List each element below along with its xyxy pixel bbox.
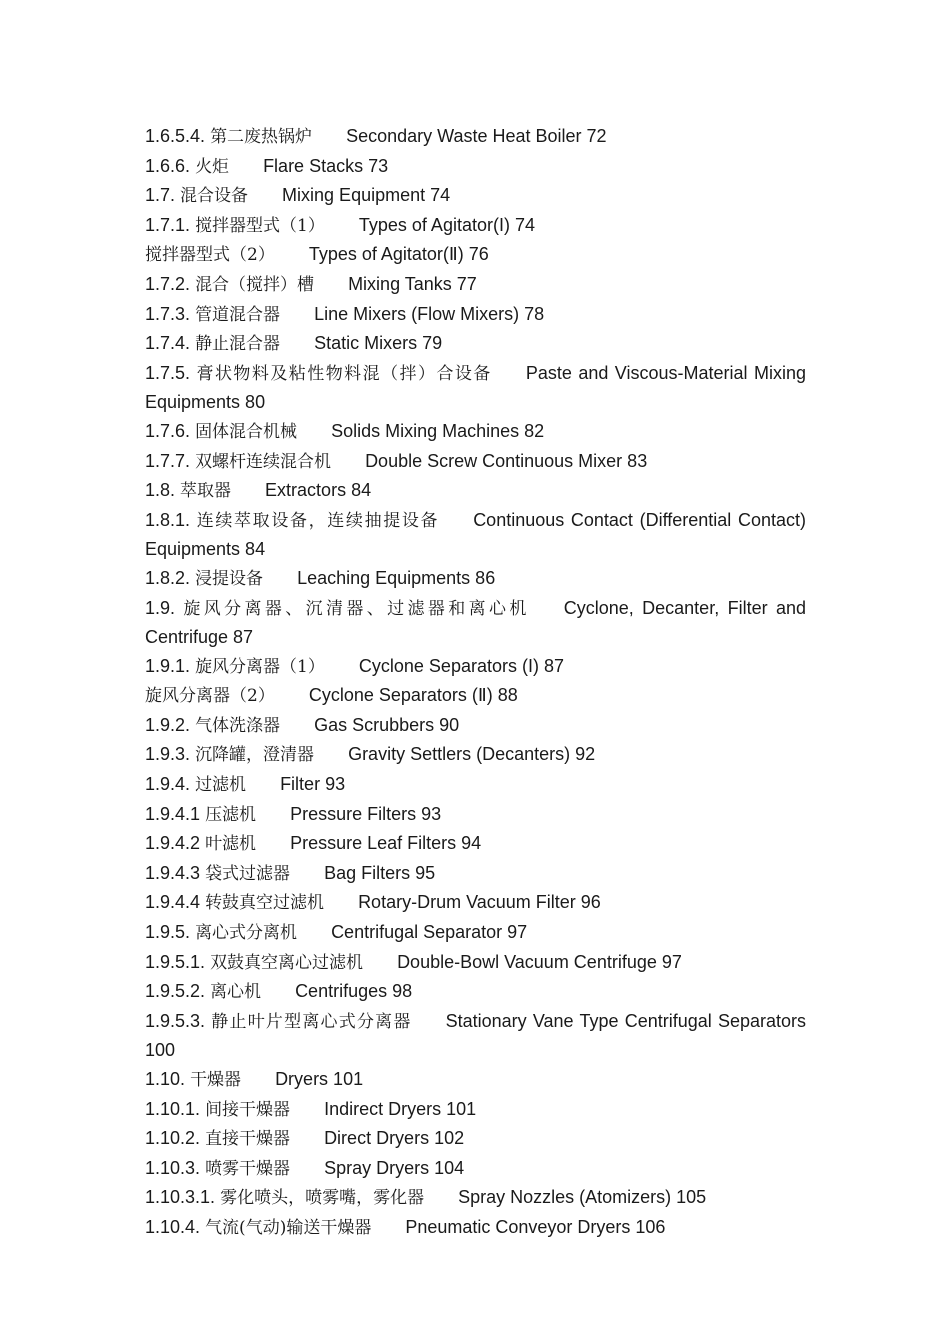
toc-entry (145, 652, 806, 682)
toc-entry-english-title: Filter 93 (280, 774, 346, 795)
toc-entry-english-title: Pressure Leaf Filters 94 (290, 833, 482, 854)
toc-entry-chinese-title: 双螺杆连续混合机 (195, 451, 332, 472)
toc-entry (145, 740, 806, 770)
toc-entry-number: 1.8.2. (145, 567, 191, 588)
toc-entry (145, 711, 806, 741)
toc-entry (145, 122, 806, 152)
toc-entry-number: 1.9.1. (145, 655, 191, 676)
toc-entry-english-title: Spray Nozzles (Atomizers) 105 (458, 1187, 707, 1208)
toc-entry-chinese-title: 旋风分离器（1） (195, 656, 325, 677)
toc-entry (145, 1124, 806, 1154)
toc-entry-english-title: Centrifugal Separator 97 (331, 922, 528, 943)
toc-entry-english-title: Gas Scrubbers 90 (314, 714, 460, 735)
toc-entry-english-title: Types of Agitator(I) 74 (358, 214, 535, 235)
toc-entry-english-title: Pneumatic Conveyor Dryers 106 (405, 1216, 666, 1237)
toc-entry-chinese-title: 喷雾干燥器 (205, 1158, 291, 1179)
toc-entry-number: 1.7.6. (145, 420, 191, 441)
toc-entry-number: 1.9.4.2 (145, 833, 201, 854)
toc-entry-number: 1.7.5. (145, 362, 191, 383)
toc-entry-chinese-title: 静止混合器 (195, 334, 281, 355)
toc-entry-english-title: Types of Agitator(Ⅱ) 76 (308, 244, 489, 265)
toc-entry-chinese-title: 旋风分离器、沉清器、过滤器和离心机 (183, 598, 530, 619)
toc-entry (145, 211, 806, 241)
toc-entry-chinese-title: 双鼓真空离心过滤机 (210, 952, 364, 973)
toc-entry-english-title: Paste and Viscous-Material Mixing Equipments 80 (145, 362, 806, 413)
toc-entry-chinese-title: 过滤机 (195, 775, 247, 796)
toc-entry (145, 152, 806, 182)
toc-entry-number: 1.9. (145, 597, 176, 618)
toc-page (145, 122, 806, 1243)
toc-entry-number: 1.7.7. (145, 450, 191, 471)
toc-entry-chinese-title: 旋风分离器（2） (145, 686, 275, 707)
toc-entry-english-title: Gravity Settlers (Decanters) 92 (348, 744, 596, 765)
toc-entry-chinese-title: 混合设备 (180, 186, 249, 207)
toc-entry-chinese-title: 固体混合机械 (195, 421, 298, 442)
toc-entry-chinese-title: 连续萃取设备，连续抽提设备 (196, 510, 440, 531)
toc-entry-english-title: Cyclone, Decanter, Filter and Centrifuge 87 (145, 597, 806, 648)
toc-entry-chinese-title: 搅拌器型式（2） (145, 245, 275, 266)
toc-entry (145, 1095, 806, 1125)
toc-entry-english-title: Centrifuges 98 (295, 981, 413, 1002)
toc-entry-chinese-title: 干燥器 (190, 1070, 242, 1090)
toc-entry-number: 1.6.5.4. (145, 126, 206, 146)
toc-entry-number: 1.7.3. (145, 303, 191, 324)
toc-entry-english-title: Bag Filters 95 (324, 862, 436, 883)
toc-entry-chinese-title: 气体洗涤器 (195, 715, 281, 736)
toc-entry (145, 681, 806, 711)
toc-entry (145, 359, 806, 417)
toc-entry-english-title: Cyclone Separators (I) 87 (358, 655, 564, 676)
toc-entry-number: 1.7.2. (145, 273, 191, 294)
toc-entry (145, 300, 806, 330)
toc-entry-chinese-title: 萃取器 (180, 481, 232, 502)
toc-entry (145, 918, 806, 948)
toc-entry-chinese-title: 浸提设备 (195, 568, 264, 589)
toc-entry-chinese-title: 离心机 (210, 982, 262, 1003)
toc-entry-number: 1.9.4.4 (145, 892, 201, 913)
toc-entry-chinese-title: 混合（搅拌）槽 (195, 274, 315, 295)
toc-entry-chinese-title: 雾化喷头，喷雾嘴，雾化器 (220, 1188, 425, 1209)
toc-entry-chinese-title: 膏状物料及粘性物料混（拌）合设备 (196, 363, 492, 384)
toc-entry-english-title: Rotary-Drum Vacuum Filter 96 (358, 892, 601, 913)
toc-entry-english-title: Leaching Equipments 86 (297, 567, 496, 588)
toc-entry (145, 948, 806, 978)
toc-entry-chinese-title: 离心式分离机 (195, 923, 298, 944)
toc-entry-english-title: Indirect Dryers 101 (324, 1098, 477, 1119)
toc-entry (145, 977, 806, 1007)
toc-entry-number: 1.8.1. (145, 509, 191, 530)
toc-entry-chinese-title: 气流(气动)输送干燥器 (205, 1217, 372, 1238)
toc-entry-number: 1.9.4. (145, 774, 191, 795)
toc-entry-number: 1.7. (145, 185, 176, 206)
toc-entry-english-title: Flare Stacks 73 (263, 155, 389, 176)
toc-entry-english-title: Cyclone Separators (Ⅱ) 88 (308, 685, 518, 706)
toc-entry-english-title: Dryers 101 (275, 1069, 364, 1089)
toc-entry-number: 1.9.5. (145, 922, 191, 943)
toc-entry-english-title: Extractors 84 (265, 480, 372, 501)
toc-entry-number: 1.10.4. (145, 1216, 201, 1237)
toc-entry (145, 859, 806, 889)
toc-entry (145, 888, 806, 918)
toc-entry-english-title: Mixing Tanks 77 (348, 273, 477, 294)
toc-entry-number: 1.10.3.1. (145, 1187, 216, 1208)
toc-entry-chinese-title: 转鼓真空过滤机 (205, 893, 325, 914)
toc-entry-english-title: Pressure Filters 93 (290, 803, 442, 824)
toc-entry-number: 1.8. (145, 480, 176, 501)
toc-entry (145, 506, 806, 564)
toc-entry (145, 240, 806, 270)
toc-entry-number: 1.10. (145, 1069, 186, 1089)
toc-entry-english-title: Stationary Vane Type Centrifugal Separators 100 (145, 1010, 807, 1061)
toc-entry-english-title: Line Mixers (Flow Mixers) 78 (314, 303, 545, 324)
toc-entry-number: 1.9.5.2. (145, 981, 206, 1002)
toc-entry (145, 417, 806, 447)
toc-entry-chinese-title: 袋式过滤器 (205, 863, 291, 884)
toc-entry-english-title: Double Screw Continuous Mixer 83 (365, 450, 648, 471)
toc-entry-english-title: Secondary Waste Heat Boiler 72 (346, 126, 607, 146)
toc-entry-number: 1.10.3. (145, 1157, 201, 1178)
toc-entry-number: 1.9.3. (145, 744, 191, 765)
toc-entry (145, 800, 806, 830)
toc-entry-chinese-title: 间接干燥器 (205, 1099, 291, 1120)
toc-entry-english-title: Continuous Contact (Differential Contact) Equipments 84 (145, 509, 806, 560)
toc-entry-chinese-title: 沉降罐，澄清器 (195, 745, 315, 766)
toc-entry-number: 1.9.4.3 (145, 862, 201, 883)
toc-entry (145, 564, 806, 594)
toc-entry-number: 1.9.5.3. (145, 1010, 206, 1031)
toc-entry-english-title: Mixing Equipment 74 (282, 185, 451, 206)
toc-entry-chinese-title: 搅拌器型式（1） (195, 215, 325, 236)
toc-entry (145, 1183, 806, 1213)
toc-entry-english-title: Spray Dryers 104 (324, 1157, 465, 1178)
toc-entry (145, 270, 806, 300)
toc-entry-chinese-title: 压滤机 (205, 804, 257, 825)
toc-entry-number: 1.9.2. (145, 714, 191, 735)
toc-entry-chinese-title: 火炬 (195, 156, 230, 177)
toc-entry (145, 1213, 806, 1243)
toc-entry-number: 1.10.1. (145, 1098, 201, 1119)
toc-entry (145, 1154, 806, 1184)
toc-entry (145, 329, 806, 359)
toc-entry (145, 594, 806, 652)
toc-entry-english-title: Static Mixers 79 (314, 333, 443, 354)
toc-entry (145, 770, 806, 800)
toc-entry-chinese-title: 静止叶片型离心式分离器 (211, 1011, 412, 1032)
toc-entry-number: 1.9.4.1 (145, 803, 201, 824)
toc-entry-chinese-title: 第二废热锅炉 (210, 127, 313, 147)
toc-entry (145, 476, 806, 506)
toc-entry-number: 1.7.4. (145, 333, 191, 354)
toc-entry-number: 1.6.6. (145, 155, 191, 176)
toc-entry (145, 447, 806, 477)
toc-entry-english-title: Solids Mixing Machines 82 (331, 420, 545, 441)
toc-entry (145, 829, 806, 859)
toc-entry-chinese-title: 叶滤机 (205, 834, 257, 855)
toc-entry-english-title: Double-Bowl Vacuum Centrifuge 97 (397, 951, 682, 972)
toc-entry-chinese-title: 直接干燥器 (205, 1129, 291, 1150)
toc-entry-number: 1.10.2. (145, 1128, 201, 1149)
toc-entry (145, 1007, 806, 1065)
toc-list (145, 122, 806, 1243)
toc-entry (145, 181, 806, 211)
toc-entry (145, 1065, 806, 1095)
toc-entry-number: 1.7.1. (145, 214, 191, 235)
toc-entry-chinese-title: 管道混合器 (195, 304, 281, 325)
toc-entry-english-title: Direct Dryers 102 (324, 1128, 465, 1149)
toc-entry-number: 1.9.5.1. (145, 951, 206, 972)
